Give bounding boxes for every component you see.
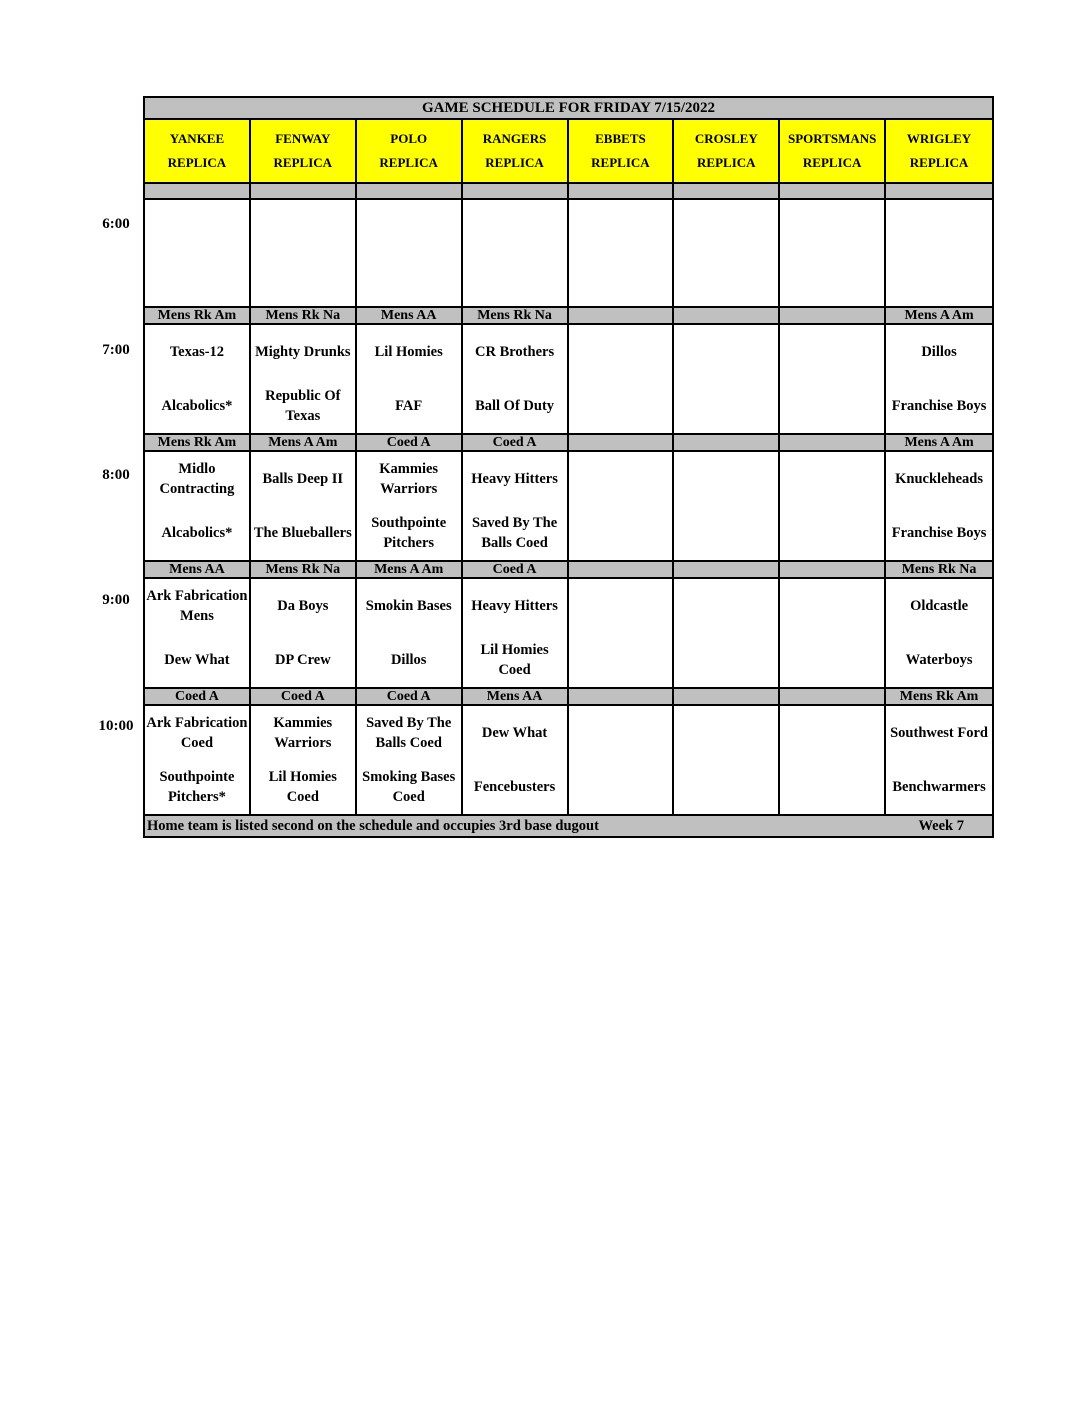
game-cell (569, 325, 675, 435)
field-name: CROSLEY (694, 131, 758, 146)
away-team (569, 325, 673, 379)
home-team (780, 760, 884, 814)
field-header-rangers (463, 120, 569, 184)
schedule-footer (143, 816, 994, 838)
game-row (143, 579, 994, 689)
game-row (143, 452, 994, 562)
away-team (674, 706, 778, 760)
home-team: Dew What (164, 652, 230, 668)
division-label: Coed A (463, 435, 569, 452)
home-team: Smoking Bases Coed (362, 769, 456, 805)
home-team (780, 506, 884, 560)
field-header-sportsmans (780, 120, 886, 184)
time-label: 10:00 (98, 718, 134, 734)
division-row (143, 689, 994, 706)
game-cell (145, 706, 251, 816)
empty-cell (886, 200, 992, 308)
division-label: Mens AA (463, 689, 569, 706)
field-header-ebbets (569, 120, 675, 184)
away-team: Balls Deep II (262, 471, 344, 487)
division-label: Mens Rk Am (145, 435, 251, 452)
home-team: Saved By The Balls Coed (471, 515, 558, 551)
game-cell (251, 706, 357, 816)
home-team: Ball Of Duty (475, 398, 555, 414)
away-team: Texas-12 (169, 344, 225, 360)
away-team (674, 452, 778, 506)
home-team (569, 760, 673, 814)
away-team (569, 706, 673, 760)
game-cell (145, 325, 251, 435)
away-team: Saved By The Balls Coed (366, 715, 452, 751)
home-team (780, 633, 884, 687)
away-team (780, 325, 884, 379)
game-cell (569, 706, 675, 816)
game-cell (145, 452, 251, 562)
away-team: Smokin Bases (365, 598, 452, 614)
game-slots (143, 308, 994, 816)
division-label: Coed A (463, 562, 569, 579)
gap-cell (569, 184, 675, 200)
gap-cell (886, 184, 992, 200)
home-team (674, 506, 778, 560)
division-label: Coed A (145, 689, 251, 706)
away-team: Heavy Hitters (471, 598, 558, 614)
gap-cell (674, 184, 780, 200)
home-team (569, 633, 673, 687)
field-header-row (143, 120, 994, 184)
field-subtitle: REPLICA (591, 155, 650, 170)
division-row (143, 308, 994, 325)
home-team: Alcabolics* (161, 525, 233, 541)
away-team: Ark Fabrication Mens (146, 588, 248, 624)
game-cell (886, 452, 992, 562)
game-cell (357, 579, 463, 689)
away-team: Dillos (921, 344, 957, 360)
field-name: YANKEE (169, 131, 225, 146)
division-label (780, 308, 886, 325)
division-label: Mens A Am (251, 435, 357, 452)
game-cell (569, 579, 675, 689)
home-team: Southpointe Pitchers* (159, 769, 235, 805)
division-label: Mens Rk Am (886, 689, 992, 706)
field-subtitle: REPLICA (802, 155, 862, 170)
gap-cell (251, 184, 357, 200)
home-team: Alcabolics* (161, 398, 233, 414)
home-team: Lil Homies Coed (480, 642, 549, 678)
game-cell (674, 452, 780, 562)
game-cell (780, 325, 886, 435)
away-team (674, 325, 778, 379)
division-label: Coed A (251, 689, 357, 706)
game-cell (780, 706, 886, 816)
away-team: Knuckleheads (895, 471, 983, 487)
game-row (143, 706, 994, 816)
field-name: EBBETS (595, 131, 646, 146)
header-gap-row (143, 184, 994, 200)
game-cell (886, 706, 992, 816)
field-subtitle: REPLICA (273, 155, 333, 170)
division-label: Mens AA (145, 562, 251, 579)
game-cell (357, 706, 463, 816)
game-cell (357, 325, 463, 435)
division-label (674, 562, 780, 579)
empty-cell (569, 200, 675, 308)
game-cell (780, 579, 886, 689)
away-team: Ark Fabrication Coed (146, 715, 248, 751)
division-label (569, 562, 675, 579)
away-team: Kammies Warriors (273, 715, 333, 751)
division-label (674, 435, 780, 452)
field-subtitle: REPLICA (485, 155, 544, 170)
field-name: FENWAY (275, 131, 331, 146)
away-team: Southwest Ford (890, 725, 988, 741)
division-label: Coed A (357, 435, 463, 452)
away-team (674, 579, 778, 633)
empty-cell (463, 200, 569, 308)
division-label (780, 562, 886, 579)
home-team: Franchise Boys (891, 398, 987, 414)
away-team: Dew What (481, 725, 548, 741)
division-row (143, 435, 994, 452)
game-cell (251, 452, 357, 562)
gap-cell (145, 184, 251, 200)
away-team: Heavy Hitters (471, 471, 558, 487)
time-label: 8:00 (102, 467, 130, 483)
schedule-sheet (143, 96, 994, 838)
game-cell (886, 579, 992, 689)
home-team (569, 506, 673, 560)
division-label: Mens Rk Na (463, 308, 569, 325)
division-row (143, 562, 994, 579)
time-label: 7:00 (102, 342, 130, 358)
game-cell (463, 452, 569, 562)
week-label: Week 7 (918, 818, 964, 834)
game-cell (674, 706, 780, 816)
field-subtitle: REPLICA (909, 155, 969, 170)
field-header-yankee (145, 120, 251, 184)
home-team (780, 379, 884, 433)
away-team: Lil Homies (374, 344, 443, 360)
field-header-fenway (251, 120, 357, 184)
away-team (780, 452, 884, 506)
slot-row-6-00 (143, 200, 994, 308)
home-team: FAF (395, 398, 423, 414)
division-label (569, 689, 675, 706)
division-label: Mens Rk Na (251, 308, 357, 325)
home-team: Franchise Boys (891, 525, 987, 541)
game-cell (357, 452, 463, 562)
away-team (780, 706, 884, 760)
empty-cell (251, 200, 357, 308)
home-team: Dillos (390, 652, 427, 668)
game-cell (674, 325, 780, 435)
division-label (780, 689, 886, 706)
home-team: DP Crew (274, 652, 331, 668)
home-team (674, 379, 778, 433)
game-cell (251, 579, 357, 689)
time-label: 9:00 (102, 592, 130, 608)
division-label: Mens A Am (886, 308, 992, 325)
away-team: Oldcastle (910, 598, 969, 614)
away-team (569, 579, 673, 633)
gap-cell (357, 184, 463, 200)
gap-cell (780, 184, 886, 200)
home-team: Benchwarmers (892, 779, 986, 795)
division-label: Coed A (357, 689, 463, 706)
division-label (674, 689, 780, 706)
game-cell (463, 579, 569, 689)
home-team (674, 760, 778, 814)
field-subtitle: REPLICA (379, 155, 438, 170)
division-label (674, 308, 780, 325)
away-team: Kammies Warriors (379, 461, 439, 497)
game-cell (251, 325, 357, 435)
away-team: Da Boys (277, 598, 329, 614)
game-row (143, 325, 994, 435)
schedule-title: GAME SCHEDULE FOR FRIDAY 7/15/2022 (143, 96, 994, 120)
home-team (674, 633, 778, 687)
field-subtitle: REPLICA (167, 155, 227, 170)
game-cell (886, 325, 992, 435)
home-team: Republic Of Texas (265, 388, 341, 424)
division-label: Mens A Am (886, 435, 992, 452)
field-name: WRIGLEY (906, 131, 972, 146)
empty-cell (357, 200, 463, 308)
home-team: Fencebusters (473, 779, 556, 795)
empty-cell (674, 200, 780, 308)
away-team (569, 452, 673, 506)
field-subtitle: REPLICA (697, 155, 756, 170)
division-label: Mens AA (357, 308, 463, 325)
field-name: SPORTSMANS (787, 131, 877, 146)
away-team: Midlo Contracting (159, 461, 235, 497)
away-team: CR Brothers (475, 344, 555, 360)
home-team: Southpointe Pitchers (371, 515, 447, 551)
division-label (569, 435, 675, 452)
home-team: Lil Homies Coed (268, 769, 337, 805)
field-header-polo (357, 120, 463, 184)
division-label: Mens Rk Na (886, 562, 992, 579)
game-cell (780, 452, 886, 562)
division-label: Mens Rk Na (251, 562, 357, 579)
empty-cell (145, 200, 251, 308)
home-team: The Blueballers (253, 525, 352, 541)
division-label (569, 308, 675, 325)
game-cell (145, 579, 251, 689)
division-label: Mens A Am (357, 562, 463, 579)
division-label (780, 435, 886, 452)
game-cell (463, 325, 569, 435)
time-label: 6:00 (102, 216, 130, 232)
home-team-note: Home team is listed second on the schedule and occupies 3rd base dugout (147, 818, 599, 834)
field-header-crosley (674, 120, 780, 184)
game-cell (463, 706, 569, 816)
game-cell (674, 579, 780, 689)
field-header-wrigley (886, 120, 992, 184)
division-label: Mens Rk Am (145, 308, 251, 325)
away-team: Mighty Drunks (255, 344, 351, 360)
field-name: POLO (390, 131, 428, 146)
away-team (780, 579, 884, 633)
gap-cell (463, 184, 569, 200)
home-team (569, 379, 673, 433)
home-team: Waterboys (905, 652, 973, 668)
field-name: RANGERS (482, 131, 547, 146)
empty-cell (780, 200, 886, 308)
game-cell (569, 452, 675, 562)
